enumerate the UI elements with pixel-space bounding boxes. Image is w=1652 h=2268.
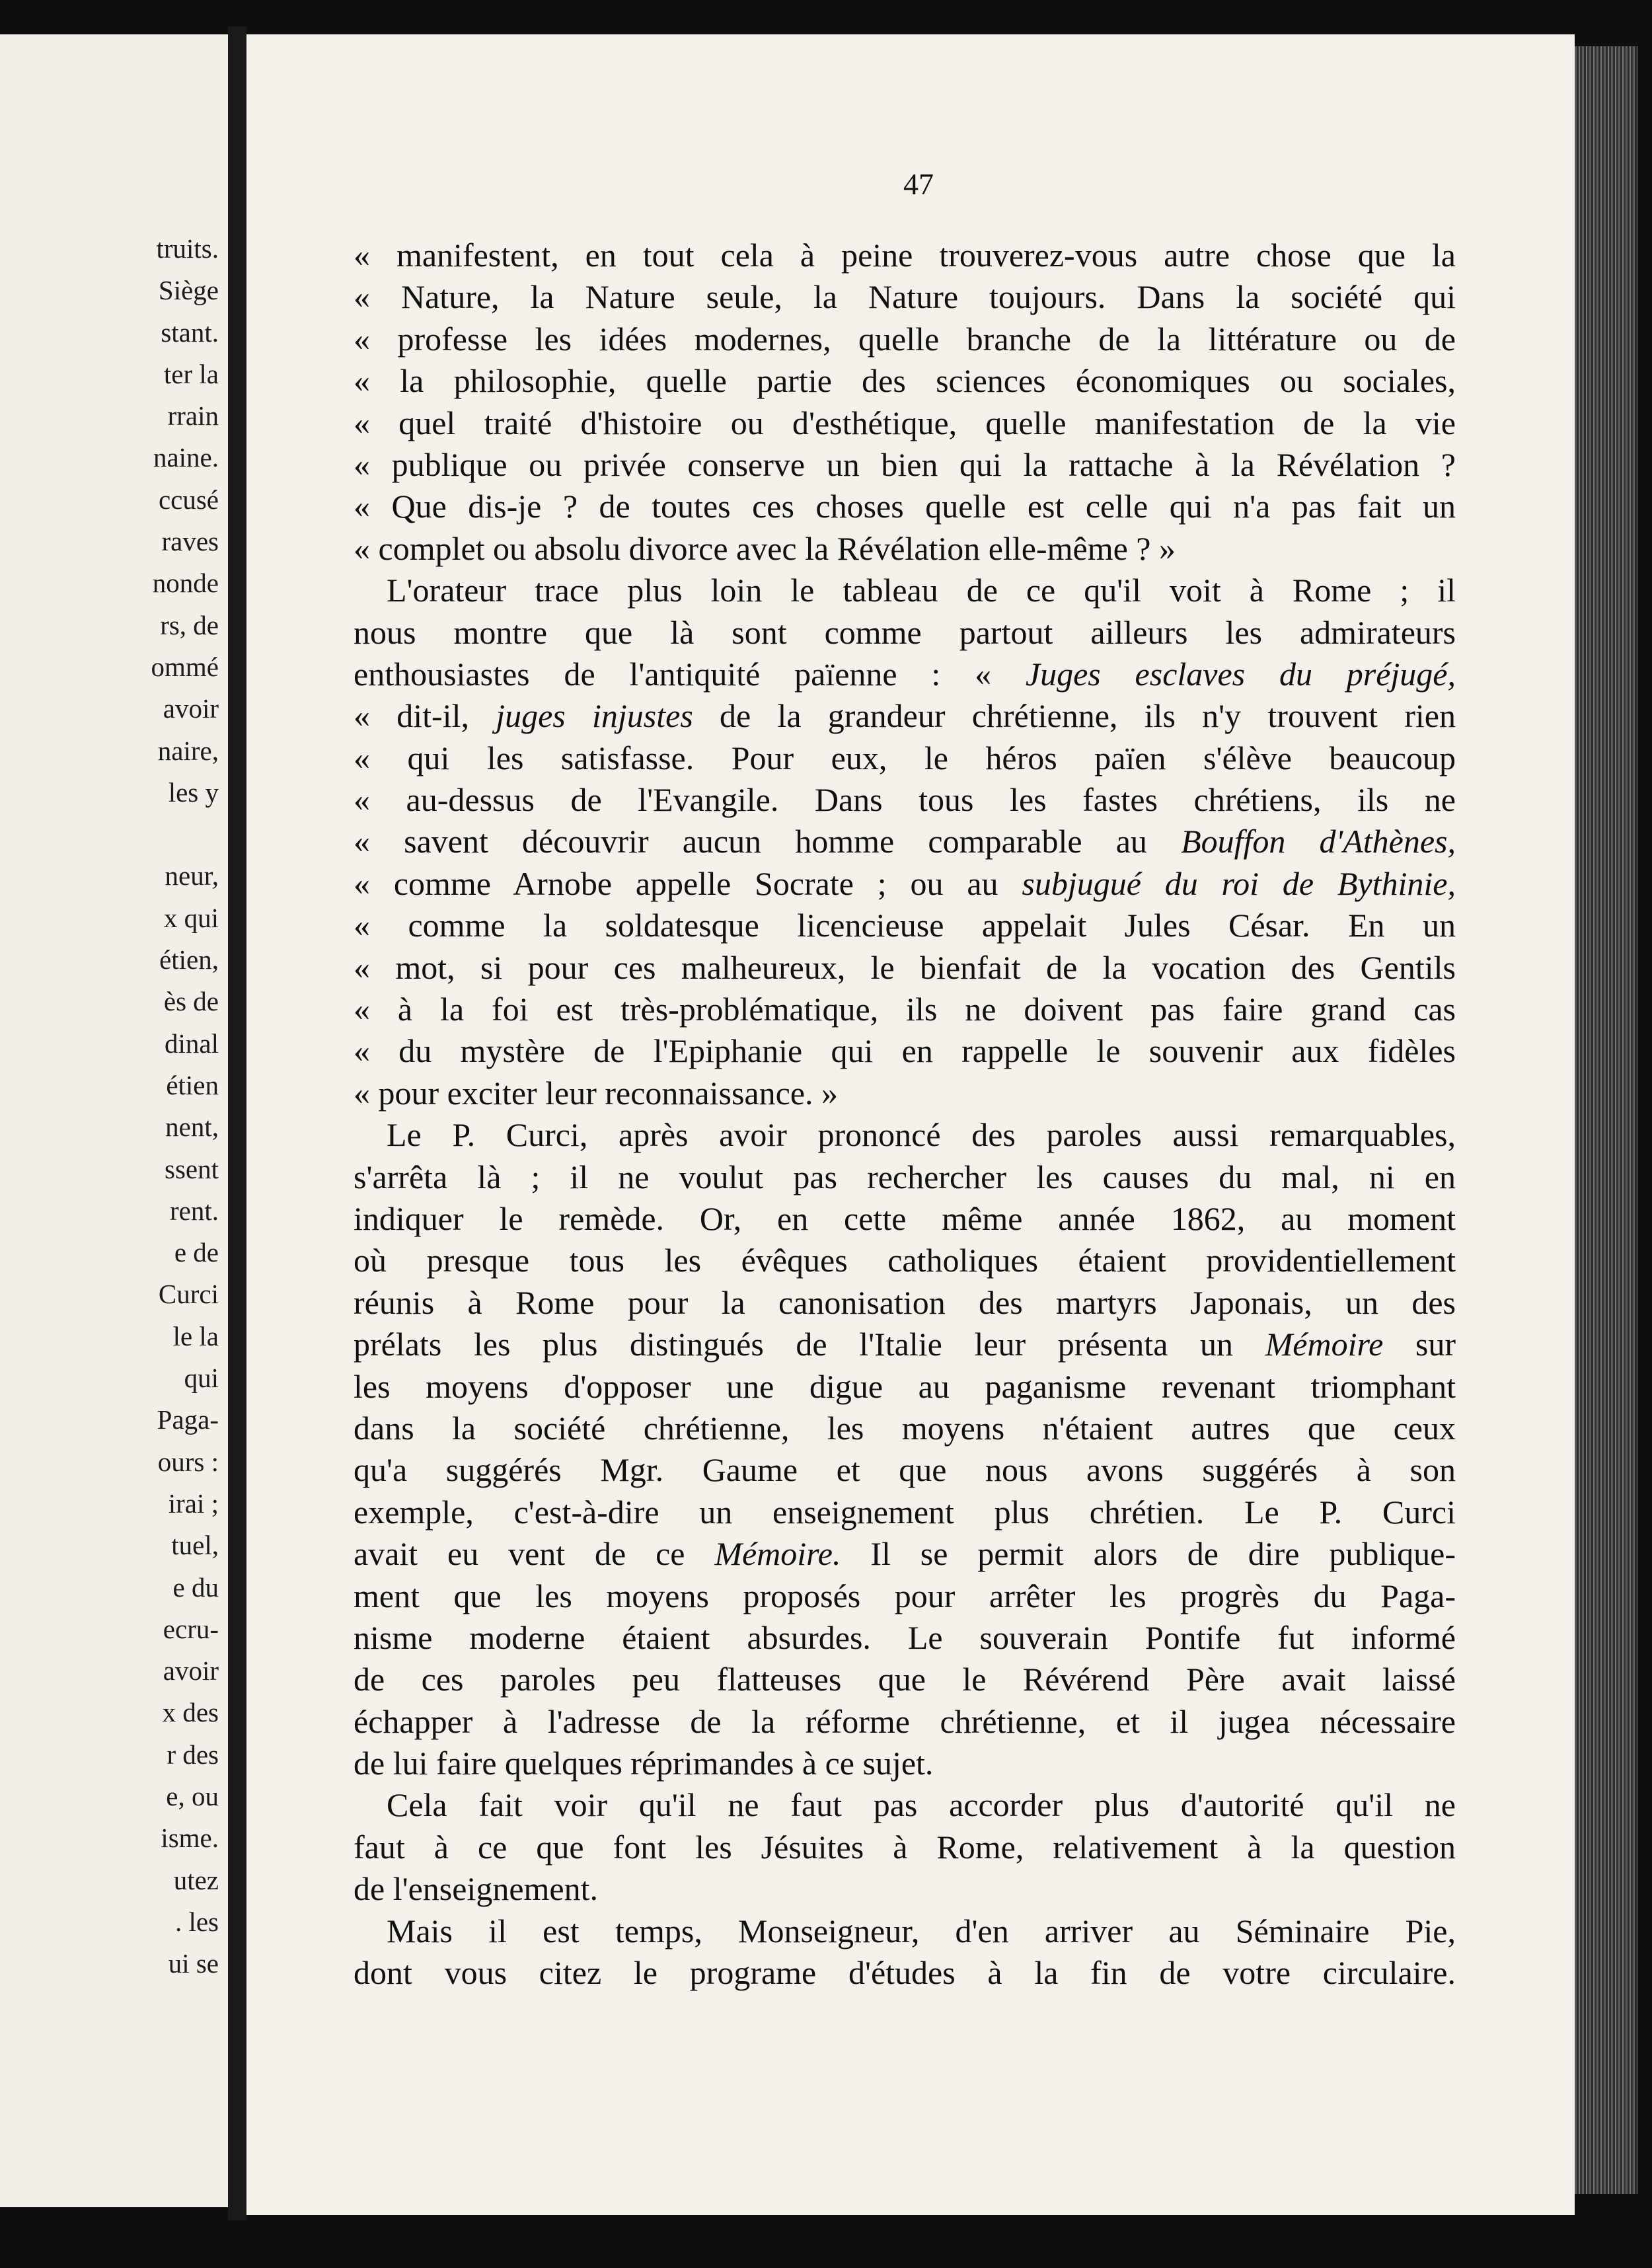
left-page-fragment: r des (167, 1739, 219, 1770)
italic-text: Mémoire. (714, 1535, 841, 1573)
italic-text: Bouffon d'Athènes, (1181, 823, 1456, 860)
left-page-fragment: Curci (158, 1279, 219, 1310)
text-line-content: de lui faire quelques réprimandes à ce sujet. (354, 1745, 934, 1782)
text-line (354, 821, 1456, 862)
text-line (354, 1952, 1456, 1994)
text-line (354, 1868, 1456, 1910)
text-line-content: dans la société chrétienne, les moyens n'étaient autres que ceux (354, 1409, 1456, 1447)
text-line (354, 1240, 1456, 1281)
left-page-fragment (0, 813, 228, 855)
left-page-fragment: nonde (152, 568, 219, 599)
text-line-content: « dit-il, (354, 697, 496, 735)
left-page-fragment: raves (161, 526, 219, 557)
left-page-fragment: avoir (163, 693, 219, 724)
left-page-fragment: dinal (165, 1028, 219, 1059)
text-line (354, 235, 1456, 276)
text-line (354, 654, 1456, 695)
left-page-fragment: nent, (165, 1112, 219, 1143)
left-page-fragment: rrain (167, 400, 219, 432)
text-line-content: réunis à Rome pour la canonisation des martyrs Japonais, un des (354, 1283, 1456, 1321)
text-line-content: « comme Arnobe appelle Socrate ; ou au (354, 864, 1022, 902)
text-line (354, 486, 1456, 527)
left-page-fragment: naire, (157, 735, 219, 766)
text-line (354, 612, 1456, 654)
left-page-fragment: rs, de (160, 609, 219, 640)
italic-text: Mémoire (1265, 1326, 1384, 1363)
left-page-fragment: ssent (165, 1153, 219, 1184)
text-line-content: échapper à l'adresse de la réforme chrétienne, et il jugea nécessaire (354, 1702, 1456, 1740)
text-line-content: faut à ce que font les Jésuites à Rome, relativement à la question (354, 1828, 1456, 1866)
left-page-fragment: ui se (168, 1948, 219, 1979)
text-line-content: de ces paroles peu flatteuses que le Révérend Père avait laissé (354, 1661, 1456, 1698)
text-line-content: « comme la soldatesque licencieuse appelait Jules César. En un (354, 907, 1456, 944)
left-page-fragment: les y (168, 776, 219, 808)
text-line (354, 1659, 1456, 1700)
text-line-content: « Que dis-je ? de toutes ces choses quelle est celle qui n'a pas fait un (354, 488, 1456, 525)
left-page-fragment: truits. (156, 233, 219, 264)
text-line-content: s'arrêta là ; il ne voulut pas rechercher les causes du mal, ni en (354, 1158, 1456, 1195)
text-line-content: « manifestent, en tout cela à peine trouverez-vous autre chose que la (354, 237, 1456, 274)
text-line (354, 360, 1456, 402)
left-page-fragment: ès de (163, 986, 219, 1017)
left-page-fragment: . les (174, 1906, 219, 1937)
left-page-text-fragments (0, 34, 228, 2207)
left-page-fragment: ommé (151, 651, 219, 682)
text-line-content: « Nature, la Nature seule, la Nature toujours. Dans la société qui (354, 278, 1456, 316)
text-line (354, 695, 1456, 737)
left-page (0, 34, 228, 2207)
text-line (354, 402, 1456, 444)
text-line (354, 1030, 1456, 1072)
text-line-content: dont vous citez le programe d'études à la fin de votre circulaire. (354, 1954, 1456, 1992)
text-line-continuation: de la grandeur chrétienne, ils n'y trouvent rien (693, 697, 1456, 735)
book-gutter (228, 26, 246, 2220)
text-line (354, 1114, 1456, 1156)
text-line-content: « au-dessus de l'Evangile. Dans tous les fastes chrétiens, ils ne (354, 781, 1456, 819)
left-page-fragment: x des (162, 1697, 219, 1728)
text-line (354, 1784, 1456, 1826)
text-line-content: « à la foi est très-problématique, ils ne doivent pas faire grand cas (354, 991, 1456, 1028)
text-line-content: Mais il est temps, Monseigneur, d'en arriver au Séminaire Pie, (387, 1912, 1456, 1949)
left-page-fragment: stant. (161, 317, 219, 348)
text-line (354, 319, 1456, 360)
text-line (354, 779, 1456, 821)
italic-text: subjugué du roi de Bythinie, (1022, 864, 1456, 902)
text-line (354, 1449, 1456, 1491)
text-line (354, 863, 1456, 905)
text-line-content: enthousiastes de l'antiquité païenne : « (354, 655, 1026, 693)
left-page-fragment: utez (173, 1864, 219, 1895)
text-line (354, 1366, 1456, 1408)
text-line-content: où presque tous les évêques catholiques étaient providentiellement (354, 1242, 1456, 1279)
left-page-fragment: ours : (157, 1446, 219, 1477)
text-line-content: « la philosophie, quelle partie des sciences économiques ou sociales, (354, 362, 1456, 400)
text-line (354, 444, 1456, 486)
text-line (354, 1198, 1456, 1240)
text-line-content: exemple, c'est-à-dire un enseignement plus chrétien. Le P. Curci (354, 1493, 1456, 1531)
text-line-continuation: Il se permit alors de dire publique- (841, 1535, 1456, 1573)
text-line-content: « mot, si pour ces malheureux, le bienfait de la vocation des Gentils (354, 948, 1456, 986)
text-line (354, 1533, 1456, 1575)
left-page-fragment: ter la (163, 358, 219, 389)
text-line-content: de l'enseignement. (354, 1870, 598, 1908)
left-page-fragment: Siège (158, 275, 219, 306)
text-line (354, 1156, 1456, 1198)
left-page-fragment: Paga- (157, 1404, 219, 1435)
text-line-content: « du mystère de l'Epiphanie qui en rappelle le souvenir aux fidèles (354, 1032, 1456, 1070)
text-line (354, 947, 1456, 989)
text-line (354, 276, 1456, 318)
left-page-fragment: e, ou (166, 1780, 219, 1811)
left-page-fragment: irai ; (168, 1488, 219, 1519)
text-line-content: « pour exciter leur reconnaissance. » (354, 1074, 839, 1112)
text-line-content: nisme moderne étaient absurdes. Le souverain Pontife fut informé (354, 1618, 1456, 1656)
text-line (354, 1910, 1456, 1952)
italic-text: juges injustes (496, 697, 693, 735)
left-page-fragment: le la (172, 1320, 219, 1351)
text-line-content: les moyens d'opposer une digue au paganisme revenant triomphant (354, 1367, 1456, 1405)
page-number: 47 (903, 167, 934, 201)
text-line-content: « qui les satisfasse. Pour eux, le héros païen s'élève beaucoup (354, 739, 1456, 776)
text-line (354, 1743, 1456, 1784)
left-page-fragment: avoir (163, 1655, 219, 1686)
text-line-content: « quel traité d'histoire ou d'esthétique, quelle manifestation de la vie (354, 404, 1456, 441)
italic-text: Juges esclaves du préjugé, (1025, 655, 1456, 693)
text-line-content: indiquer le remède. Or, en cette même année 1862, au moment (354, 1199, 1456, 1237)
left-page-fragment: rent. (170, 1195, 219, 1226)
text-line-content: « publique ou privée conserve un bien qui la rattache à la Révélation ? (354, 445, 1456, 483)
text-line-content: ment que les moyens proposés pour arrêter les progrès du Paga- (354, 1577, 1456, 1614)
text-line-content: Le P. Curci, après avoir prononcé des paroles aussi remarquables, (387, 1116, 1456, 1154)
text-line-content: qu'a suggérés Mgr. Gaume et que nous avons suggérés à son (354, 1451, 1456, 1489)
left-page-fragment: e du (172, 1571, 219, 1603)
text-line-content: « professe les idées modernes, quelle branche de la littérature ou de (354, 320, 1456, 358)
text-line-content: avait eu vent de ce (354, 1535, 715, 1573)
text-line-content: Cela fait voir qu'il ne faut pas accorder plus d'autorité qu'il ne (387, 1786, 1456, 1824)
text-line (354, 1073, 1456, 1114)
text-line (354, 1324, 1456, 1365)
text-line (354, 1827, 1456, 1868)
left-page-fragment: neur, (165, 860, 219, 891)
text-line-content: prélats les plus distingués de l'Italie leur présenta un (354, 1326, 1265, 1363)
text-line (354, 989, 1456, 1030)
left-page-fragment: tuel, (171, 1530, 219, 1561)
text-line-content: nous montre que là sont comme partout ailleurs les admirateurs (354, 613, 1456, 651)
left-page-fragment: ccusé (158, 484, 219, 515)
left-page-fragment: isme. (161, 1823, 219, 1854)
left-page-fragment: qui (184, 1363, 219, 1394)
page-edges (1575, 46, 1637, 2194)
text-line (354, 1282, 1456, 1324)
text-line (354, 1701, 1456, 1743)
text-line (354, 737, 1456, 779)
text-line-content: « savent découvrir aucun homme comparable au (354, 823, 1182, 860)
left-page-fragment: e de (174, 1237, 219, 1268)
left-page-fragment: ecru- (163, 1613, 219, 1644)
left-page-fragment: étien (166, 1069, 219, 1100)
left-page-fragment: naine. (153, 442, 219, 473)
text-line-continuation: sur (1383, 1326, 1456, 1363)
body-text (354, 235, 1456, 1994)
text-line-content: « complet ou absolu divorce avec la Révélation elle-même ? » (354, 529, 1176, 567)
text-line-content: L'orateur trace plus loin le tableau de ce qu'il voit à Rome ; il (387, 572, 1456, 609)
text-line (354, 1617, 1456, 1659)
text-line (354, 1408, 1456, 1449)
text-line (354, 1492, 1456, 1533)
left-page-fragment: x qui (163, 902, 219, 933)
text-line (354, 1575, 1456, 1617)
left-page-fragment: étien, (159, 944, 219, 975)
text-line (354, 570, 1456, 611)
text-line (354, 905, 1456, 946)
text-line (354, 528, 1456, 570)
